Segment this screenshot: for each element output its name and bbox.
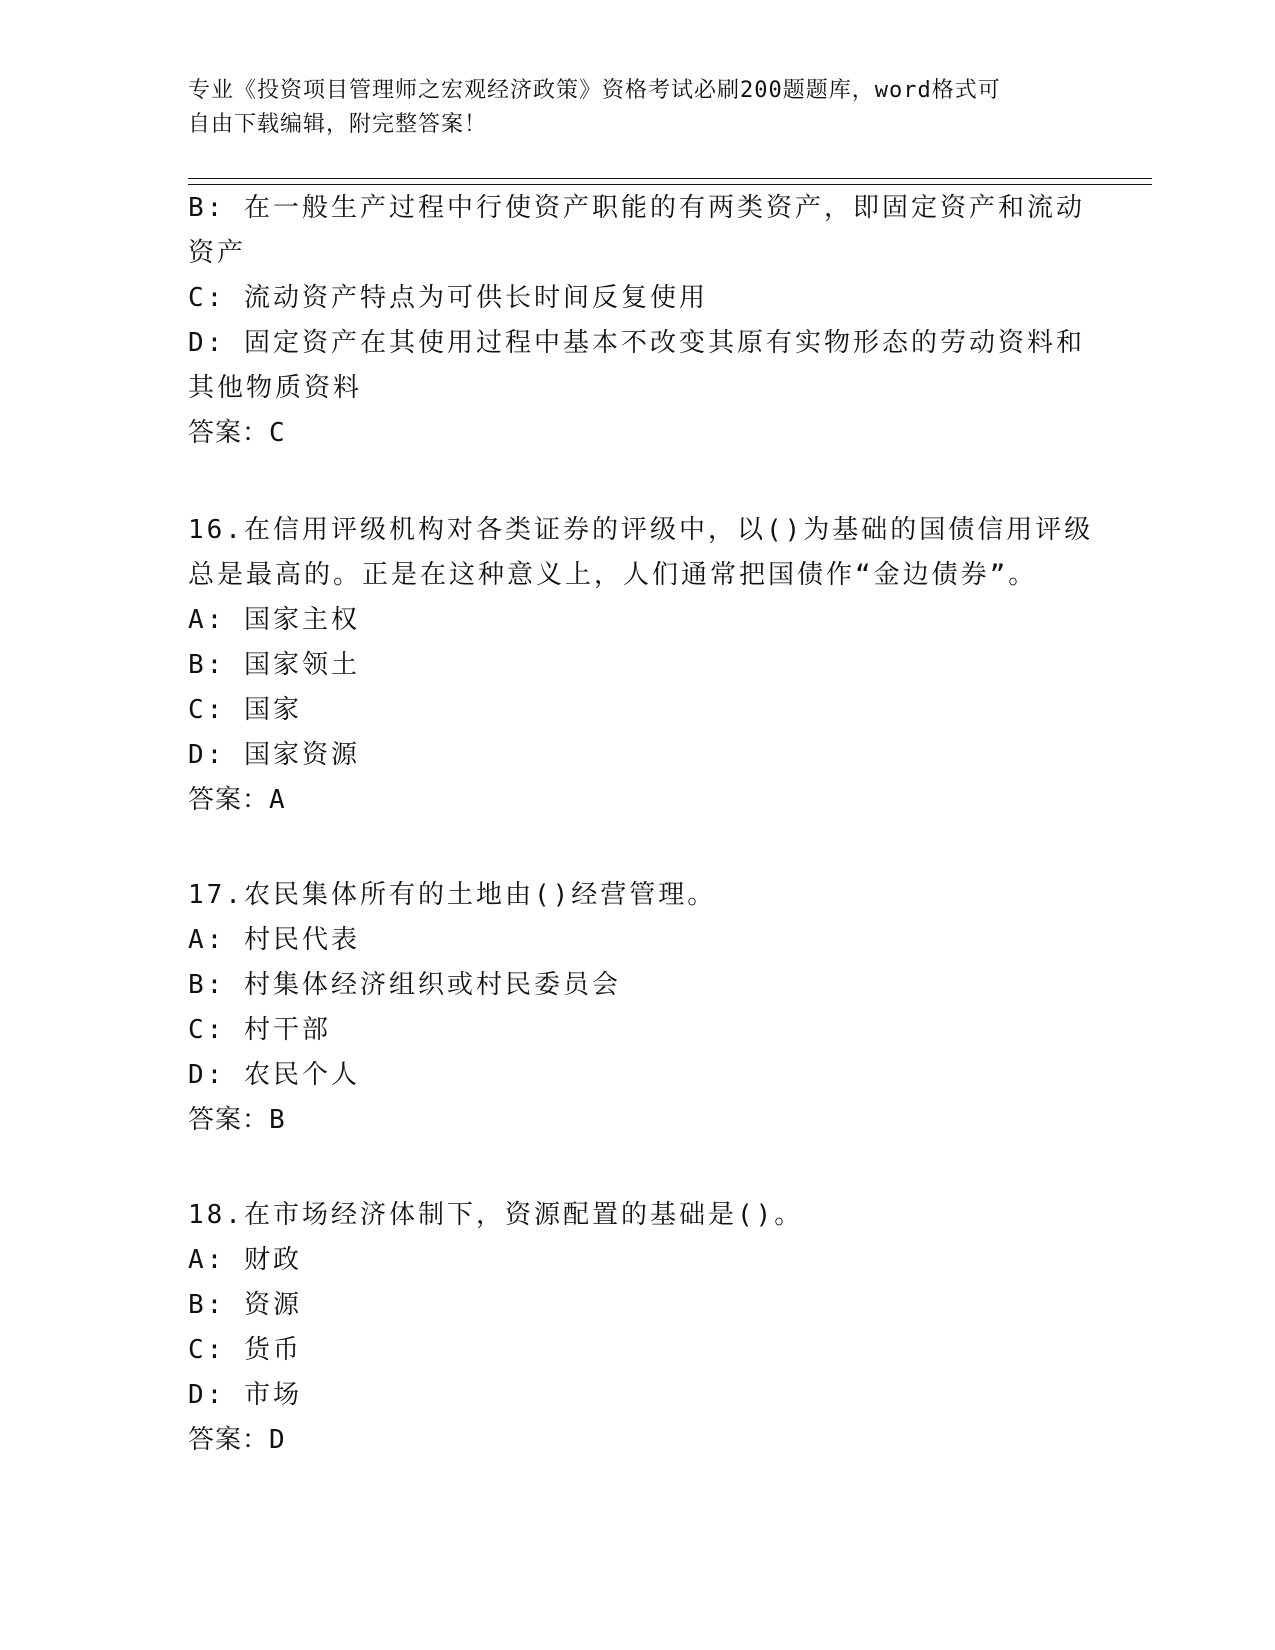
option-b: B: 国家领土 [188,650,360,680]
answer-line: 答案：D [188,1425,286,1455]
answer-line: 答案：A [188,785,286,815]
option-d: D: 农民个人 [188,1060,360,1090]
question-list [188,186,1094,1463]
option-c: C: 村干部 [188,1015,331,1045]
option-d: D: 国家资源 [188,740,360,770]
option-c: C: 货币 [188,1335,302,1365]
question-17 [188,873,1088,1143]
option-c: C: 国家 [188,695,302,725]
question-stem-line-2: 总是最高的。正是在这种意义上，人们通常把国债作“金边债券”。 [188,560,1038,590]
header-line-2: 自由下载编辑，附完整答案！ [188,112,488,137]
option-a: A: 村民代表 [188,925,360,955]
document-header [188,74,1088,142]
answer-line: 答案：B [188,1105,286,1135]
option-a: A: 国家主权 [188,605,360,635]
question-15 [188,186,1088,456]
header-rule-bottom [188,184,1152,185]
option-b-line-1: B: 在一般生产过程中行使资产职能的有两类资产，即固定资产和流动 [188,193,1085,223]
spacer [188,456,1088,508]
option-b: B: 资源 [188,1290,302,1320]
option-c: C: 流动资产特点为可供长时间反复使用 [188,283,708,313]
option-d: D: 市场 [188,1380,302,1410]
answer-line: 答案：C [188,418,286,448]
question-stem-line-1: 16.在信用评级机构对各类证券的评级中，以()为基础的国债信用评级 [188,515,1094,545]
option-d-line-2: 其他物质资料 [188,373,363,403]
question-18 [188,1193,1088,1463]
question-stem: 17.农民集体所有的土地由()经营管理。 [188,880,717,910]
question-stem: 18.在市场经济体制下，资源配置的基础是()。 [188,1200,804,1230]
header-line-1: 专业《投资项目管理师之宏观经济政策》资格考试必刷200题题库，word格式可 [188,78,1001,103]
option-a: A: 财政 [188,1245,302,1275]
option-b: B: 村集体经济组织或村民委员会 [188,970,621,1000]
spacer [188,1143,1088,1193]
option-d-line-1: D: 固定资产在其使用过程中基本不改变其原有实物形态的劳动资料和 [188,328,1085,358]
header-rule-top [188,178,1152,179]
question-16 [188,508,1094,823]
option-b-line-2: 资产 [188,238,247,268]
spacer [188,823,1088,873]
